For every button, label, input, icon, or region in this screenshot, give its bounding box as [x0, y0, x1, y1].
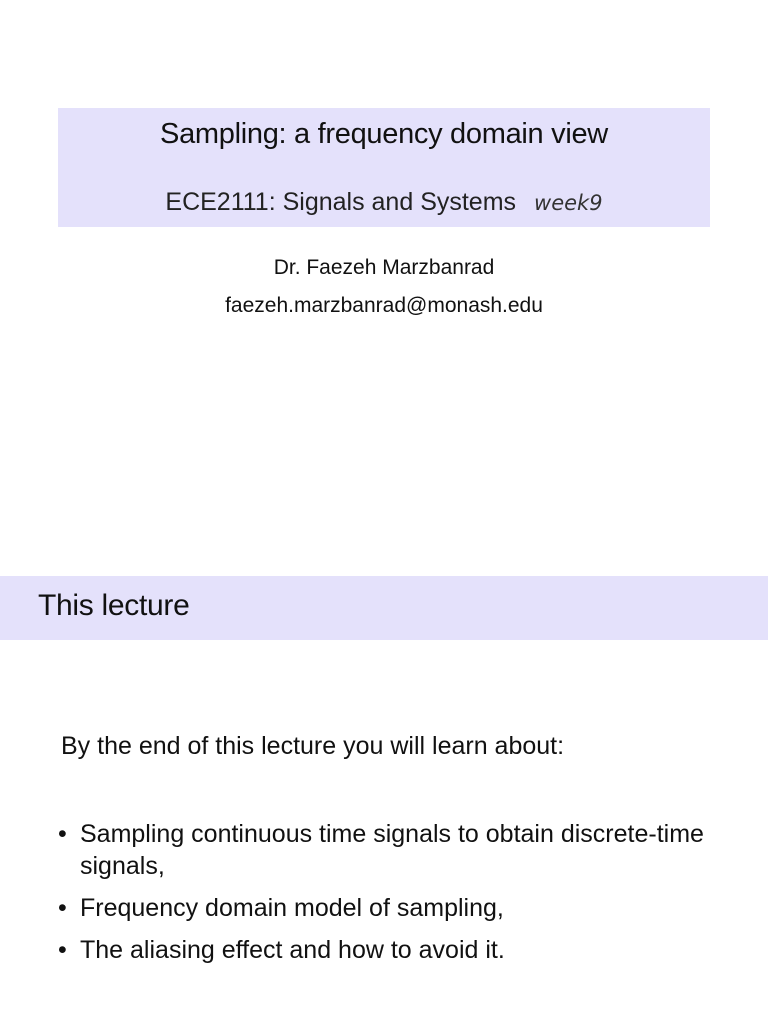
bullet-icon: • — [58, 820, 67, 848]
slide-heading: This lecture — [38, 589, 190, 622]
bullet-icon: • — [58, 894, 67, 922]
title-band — [58, 108, 710, 227]
intro-text: By the end of this lecture you will learn about: — [61, 732, 565, 760]
author-email: faezeh.marzbanrad@monash.edu — [225, 294, 543, 317]
bullet-text: The aliasing effect and how to avoid it. — [80, 936, 505, 964]
subtitle-row — [58, 188, 710, 217]
week-label: week9 — [534, 191, 603, 215]
heading-band — [0, 576, 768, 640]
bullet-icon: • — [58, 936, 67, 964]
bullet-list — [58, 818, 738, 976]
bullet-text: Sampling continuous time signals to obtain discrete-time signals, — [80, 820, 704, 880]
course-subtitle: ECE2111: Signals and Systems — [165, 188, 517, 216]
list-item — [58, 818, 738, 882]
lecture-overview-slide — [0, 576, 768, 1024]
bullet-text: Frequency domain model of sampling, — [80, 894, 504, 922]
list-item — [58, 892, 738, 924]
list-item — [58, 934, 738, 966]
slide-title: Sampling: a frequency domain view — [160, 118, 608, 150]
author-name: Dr. Faezeh Marzbanrad — [273, 256, 495, 279]
